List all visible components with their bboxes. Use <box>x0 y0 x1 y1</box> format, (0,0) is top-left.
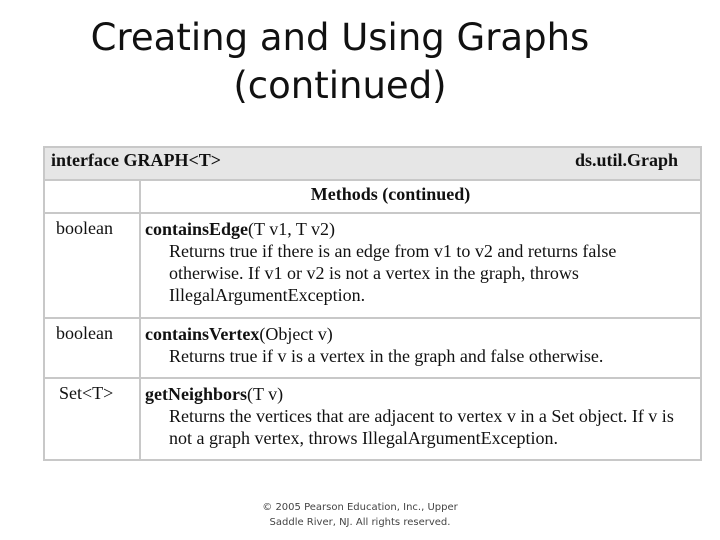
table-header-cell <box>44 147 701 180</box>
method-description: Returns true if there is an edge from v1 to v2 and returns false otherwise. If v1 or v2 is not a vertex in the graph, throws IllegalArgumentException. <box>169 241 617 305</box>
method-name: containsVertex <box>145 324 260 344</box>
slide-title-line1: Creating and Using Graphs <box>90 16 590 59</box>
method-signature <box>145 219 335 239</box>
section-label: Methods (continued) <box>140 180 701 213</box>
table-header-row <box>44 147 701 180</box>
method-signature <box>145 324 333 344</box>
copyright-line2: Saddle River, NJ. All rights reserved. <box>269 517 451 528</box>
table-row <box>44 378 701 460</box>
table-row <box>44 318 701 378</box>
method-description: Returns true if v is a vertex in the graph and false otherwise. <box>169 346 604 366</box>
return-type: boolean <box>44 213 140 318</box>
method-name: containsEdge <box>145 219 249 239</box>
copyright-notice <box>240 500 480 530</box>
copyright-line1: © 2005 Pearson Education, Inc., Upper <box>262 502 458 513</box>
method-params: (Object v) <box>259 324 333 344</box>
method-cell <box>140 378 701 460</box>
return-type: Set<T> <box>44 378 140 460</box>
slide-title <box>40 14 640 110</box>
interface-name: interface GRAPH<T> <box>51 150 221 170</box>
method-signature <box>145 384 283 404</box>
method-params: (T v1, T v2) <box>248 219 336 239</box>
section-row <box>44 180 701 213</box>
method-name: getNeighbors <box>145 384 247 404</box>
method-description: Returns the vertices that are adjacent to vertex v in a Set object. If v is not a graph vertex, throws IllegalArgumentException. <box>169 406 674 448</box>
slide-title-line2: (continued) <box>233 64 447 107</box>
return-type: boolean <box>44 318 140 378</box>
section-empty-cell <box>44 180 140 213</box>
package-name: ds.util.Graph <box>574 150 678 170</box>
method-cell <box>140 318 701 378</box>
api-method-table <box>43 146 702 461</box>
method-cell <box>140 213 701 318</box>
table-row <box>44 213 701 318</box>
method-params: (T v) <box>247 384 284 404</box>
